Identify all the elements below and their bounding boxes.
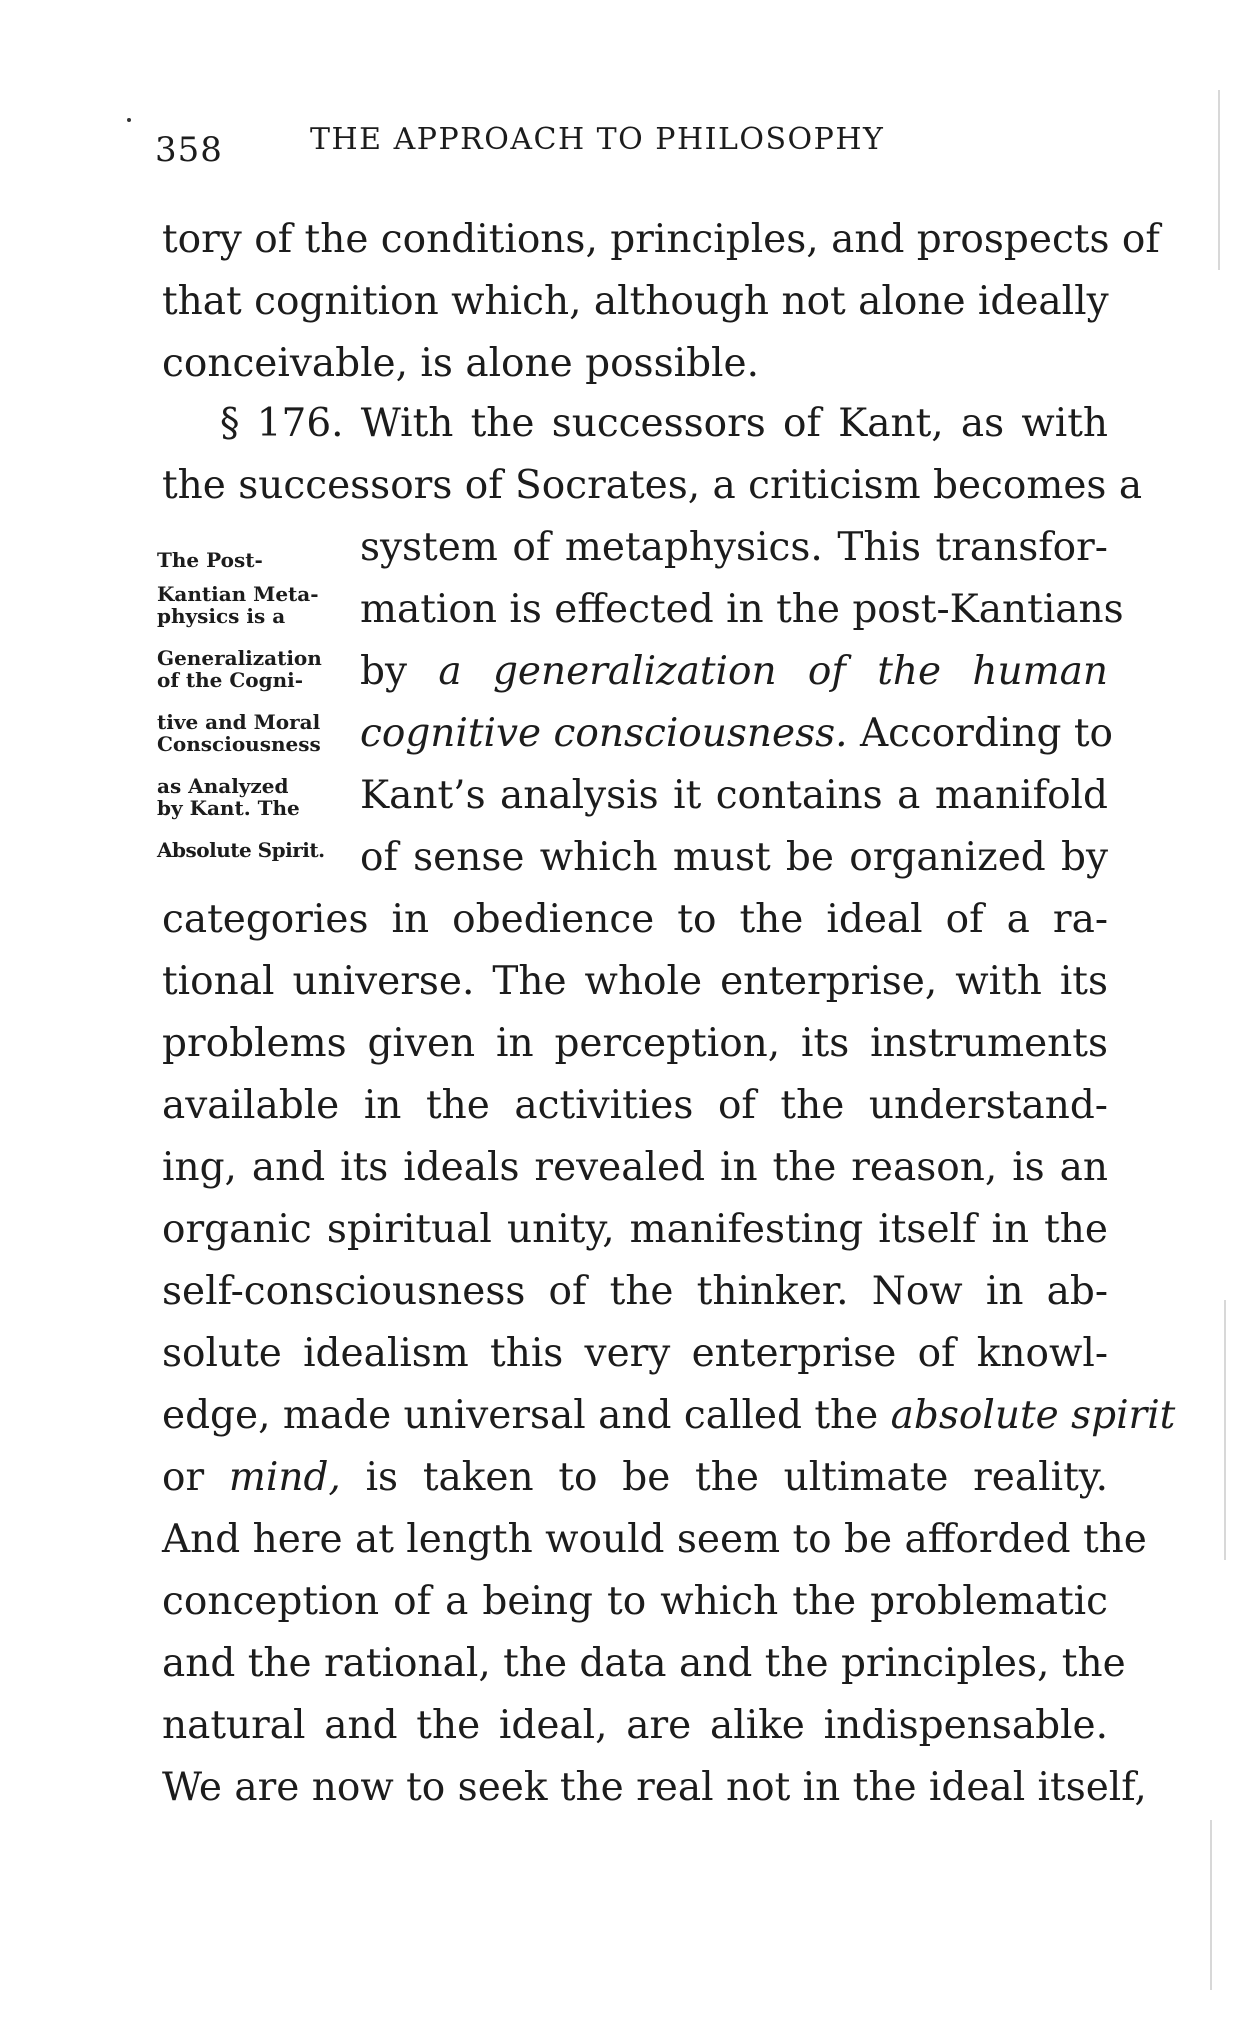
scan-edge-mark: [1224, 1300, 1226, 1560]
text-line: available in the activities of the understand-: [162, 1083, 1108, 1128]
sidenote-line: Generalization: [157, 646, 322, 670]
sidenote-line: Kantian Meta-: [157, 582, 319, 606]
text-line: We are now to seek the real not in the ideal itself,: [162, 1765, 1147, 1810]
sidenote-line: tive and Moral: [157, 710, 321, 734]
text-line: [162, 1455, 1108, 1500]
text-line: conceivable, is alone possible.: [162, 341, 759, 386]
text-run: edge, made universal and called the: [162, 1393, 891, 1438]
text-line: of sense which must be organized by: [360, 835, 1108, 880]
text-run: is taken to be the ultimate reality.: [340, 1455, 1108, 1500]
text-line: [360, 711, 1113, 756]
emphasis-run: absolute spirit: [890, 1393, 1176, 1438]
scan-edge-mark: [1210, 1820, 1212, 1990]
sidenote-line: by Kant. The: [157, 796, 300, 820]
scan-edge-mark: [1218, 90, 1220, 270]
text-line: solute idealism this very enterprise of knowl-: [162, 1331, 1108, 1376]
sidenote-line: physics is a: [157, 604, 286, 628]
sidenote-line: The Post-: [157, 548, 263, 572]
text-line: categories in obedience to the ideal of a ra-: [162, 897, 1108, 942]
sidenote-line: as Analyzed: [157, 774, 289, 798]
text-line: natural and the ideal, are alike indispensable.: [162, 1703, 1108, 1748]
page-number: 358: [155, 130, 223, 170]
text-line: that cognition which, although not alone ideally: [162, 279, 1109, 324]
text-line: problems given in perception, its instruments: [162, 1021, 1108, 1066]
sidenote-line: Consciousness: [157, 732, 321, 756]
text-run: or: [162, 1455, 229, 1500]
text-line: system of metaphysics. This transfor-: [360, 525, 1108, 570]
text-run: According to: [847, 711, 1113, 756]
text-line: mation is effected in the post-Kantians: [360, 587, 1124, 632]
emphasis-run: mind,: [228, 1455, 341, 1500]
sidenote-line: Absolute Spirit.: [157, 838, 325, 862]
text-line: organic spiritual unity, manifesting itself in the: [162, 1207, 1108, 1252]
emphasis-run: a generalization of the human: [438, 649, 1108, 694]
text-line: conception of a being to which the problematic: [162, 1579, 1108, 1624]
text-line: the successors of Socrates, a criticism becomes a: [162, 463, 1143, 508]
text-run: by: [360, 649, 439, 694]
text-line: ing, and its ideals revealed in the reason, is an: [162, 1145, 1108, 1190]
text-line: Kant’s analysis it contains a manifold: [360, 773, 1108, 818]
sidenote-line: of the Cogni-: [157, 668, 304, 692]
running-head: [155, 122, 1105, 172]
ink-speck: [127, 118, 131, 122]
text-line: tory of the conditions, principles, and prospects of: [162, 217, 1160, 262]
section-start-line: § 176. With the successors of Kant, as with: [220, 401, 1108, 446]
text-line: self-consciousness of the thinker. Now in ab-: [162, 1269, 1108, 1314]
text-line: and the rational, the data and the principles, the: [162, 1641, 1126, 1686]
text-line: tional universe. The whole enterprise, with its: [162, 959, 1108, 1004]
text-line: [360, 649, 1108, 694]
text-line: [162, 1393, 1176, 1438]
emphasis-run: cognitive consciousness.: [360, 711, 848, 756]
text-line: And here at length would seem to be afforded the: [162, 1517, 1147, 1562]
header-title: THE APPROACH TO PHILOSOPHY: [310, 122, 885, 157]
